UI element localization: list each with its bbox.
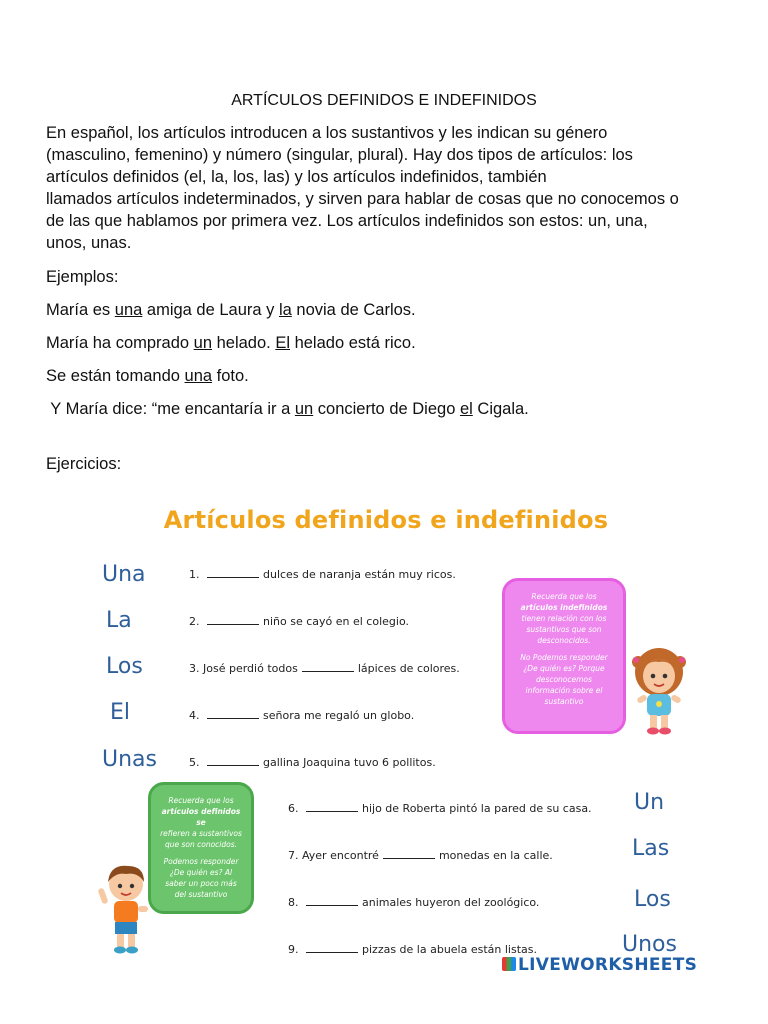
item-number: 3. <box>189 662 200 675</box>
example-text: Se están tomando <box>46 367 185 385</box>
answer-blank[interactable] <box>306 896 358 906</box>
intro-line: de las que hablamos por primera vez. Los artículos indefinidos son estos: un, una, <box>46 212 648 230</box>
item-text: José perdió todos <box>203 662 298 675</box>
pink-note-bubble <box>502 578 626 734</box>
exercises-heading: Ejercicios: <box>46 455 122 473</box>
item-text: Ayer encontré <box>302 849 379 862</box>
exercise-item <box>288 802 592 815</box>
item-text: hijo de Roberta pintó la pared de su casa. <box>362 802 592 815</box>
word-option[interactable]: Una <box>102 562 146 587</box>
exercise-item <box>189 709 414 722</box>
answer-blank[interactable] <box>383 849 435 859</box>
example-text: amiga de Laura y <box>142 301 279 319</box>
brand-text: LIVEWORKSHEETS <box>518 955 698 975</box>
article-underlined: una <box>114 301 143 319</box>
intro-line: En español, los artículos introducen a los sustantivos y les indican su género <box>46 124 608 142</box>
word-option[interactable]: Unos <box>622 932 677 957</box>
example-text: novia de Carlos. <box>291 301 416 319</box>
example-sentence <box>46 299 416 321</box>
item-text: señora me regaló un globo. <box>263 709 415 722</box>
exercise-item <box>189 568 456 581</box>
note-line: artículos indefinidos <box>520 603 608 612</box>
liveworksheets-logo <box>502 955 697 975</box>
exercise-item <box>288 849 553 862</box>
note-line: Podemos responder <box>163 857 239 866</box>
worksheet-title: Artículos definidos e indefinidos <box>163 506 609 534</box>
article-underlined: la <box>278 301 292 319</box>
word-option[interactable]: Los <box>106 654 143 679</box>
word-option[interactable]: Los <box>634 887 671 912</box>
exercise-item <box>288 943 537 956</box>
note-line: refieren a sustantivos <box>160 829 242 838</box>
word-option[interactable]: Las <box>632 836 670 861</box>
example-text: concierto de Diego <box>313 400 460 418</box>
intro-line: artículos definidos (el, la, los, las) y los artículos indefinidos, también <box>46 168 547 186</box>
example-sentence <box>46 332 416 354</box>
intro-paragraph <box>46 122 726 254</box>
article-underlined: un <box>294 400 314 418</box>
answer-blank[interactable] <box>302 662 354 672</box>
note-line: Recuerda que los <box>168 796 234 805</box>
note-line: sustantivo <box>544 697 584 706</box>
document-title: ARTÍCULOS DEFINIDOS E INDEFINIDOS <box>231 92 537 109</box>
answer-blank[interactable] <box>207 709 259 719</box>
item-text: niño se cayó en el colegio. <box>263 615 409 628</box>
article-underlined: el <box>459 400 473 418</box>
examples-heading: Ejemplos: <box>46 268 119 286</box>
intro-line: unos, unas. <box>46 234 132 252</box>
item-number: 2. <box>189 615 200 628</box>
note-line: que son conocidos. <box>164 840 238 849</box>
example-text: María es <box>46 301 115 319</box>
item-number: 8. <box>288 896 299 909</box>
word-option[interactable]: Unas <box>102 747 157 772</box>
word-option[interactable]: La <box>106 608 132 633</box>
answer-blank[interactable] <box>306 802 358 812</box>
note-line: ¿De quién es? Porque <box>523 664 605 673</box>
note-line: desconocidos. <box>537 636 591 645</box>
exercise-item <box>189 615 409 628</box>
worksheet-image <box>86 500 698 975</box>
girl-illustration <box>628 642 690 738</box>
example-text: helado. <box>212 334 276 352</box>
item-text: dulces de naranja están muy ricos. <box>263 568 456 581</box>
item-text: monedas en la calle. <box>438 849 553 862</box>
example-text: María ha comprado <box>46 334 194 352</box>
exercise-item <box>189 662 460 675</box>
example-text: helado está rico. <box>290 334 416 352</box>
example-text: foto. <box>212 367 249 385</box>
example-text: Y María dice: “me encantaría ir a <box>46 400 295 418</box>
item-text: lápices de colores. <box>357 662 460 675</box>
answer-blank[interactable] <box>207 615 259 625</box>
answer-blank[interactable] <box>306 943 358 953</box>
item-text: gallina Joaquina tuvo 6 pollitos. <box>263 756 436 769</box>
note-line: desconocemos <box>536 675 592 684</box>
note-line: tienen relación con los <box>521 614 607 623</box>
boy-illustration <box>94 858 154 958</box>
answer-blank[interactable] <box>207 756 259 766</box>
item-text: animales huyeron del zoológico. <box>362 896 540 909</box>
note-line: información sobre el <box>525 686 603 695</box>
article-underlined: una <box>184 367 213 385</box>
note-line: sustantivos que son <box>526 625 602 634</box>
item-number: 6. <box>288 802 299 815</box>
note-line: artículos definidos se <box>161 807 241 827</box>
note-line: ¿De quién es? Al <box>169 868 233 877</box>
note-line: Recuerda que los <box>531 592 597 601</box>
word-option[interactable]: El <box>110 700 131 725</box>
item-number: 5. <box>189 756 200 769</box>
item-number: 4. <box>189 709 200 722</box>
note-line: del sustantivo <box>174 890 228 899</box>
item-number: 7. <box>288 849 299 862</box>
item-text: pizzas de la abuela están listas. <box>362 943 537 956</box>
example-sentence <box>46 398 529 420</box>
exercise-item <box>288 896 539 909</box>
liveworksheets-icon <box>502 957 516 971</box>
word-option[interactable]: Un <box>634 790 665 815</box>
article-underlined: El <box>275 334 290 352</box>
intro-line: llamados artículos indeterminados, y sirven para hablar de cosas que no conocemos o <box>46 190 679 208</box>
exercise-item <box>189 756 436 769</box>
example-text: Cigala. <box>472 400 529 418</box>
green-note-bubble <box>148 782 254 914</box>
note-line: No Podemos responder <box>520 653 608 662</box>
item-number: 1. <box>189 568 200 581</box>
article-underlined: un <box>193 334 213 352</box>
note-line: saber un poco más <box>165 879 237 888</box>
intro-line: (masculino, femenino) y número (singular, plural). Hay dos tipos de artículos: los <box>46 146 633 164</box>
example-sentence <box>46 365 249 387</box>
answer-blank[interactable] <box>207 568 259 578</box>
item-number: 9. <box>288 943 299 956</box>
